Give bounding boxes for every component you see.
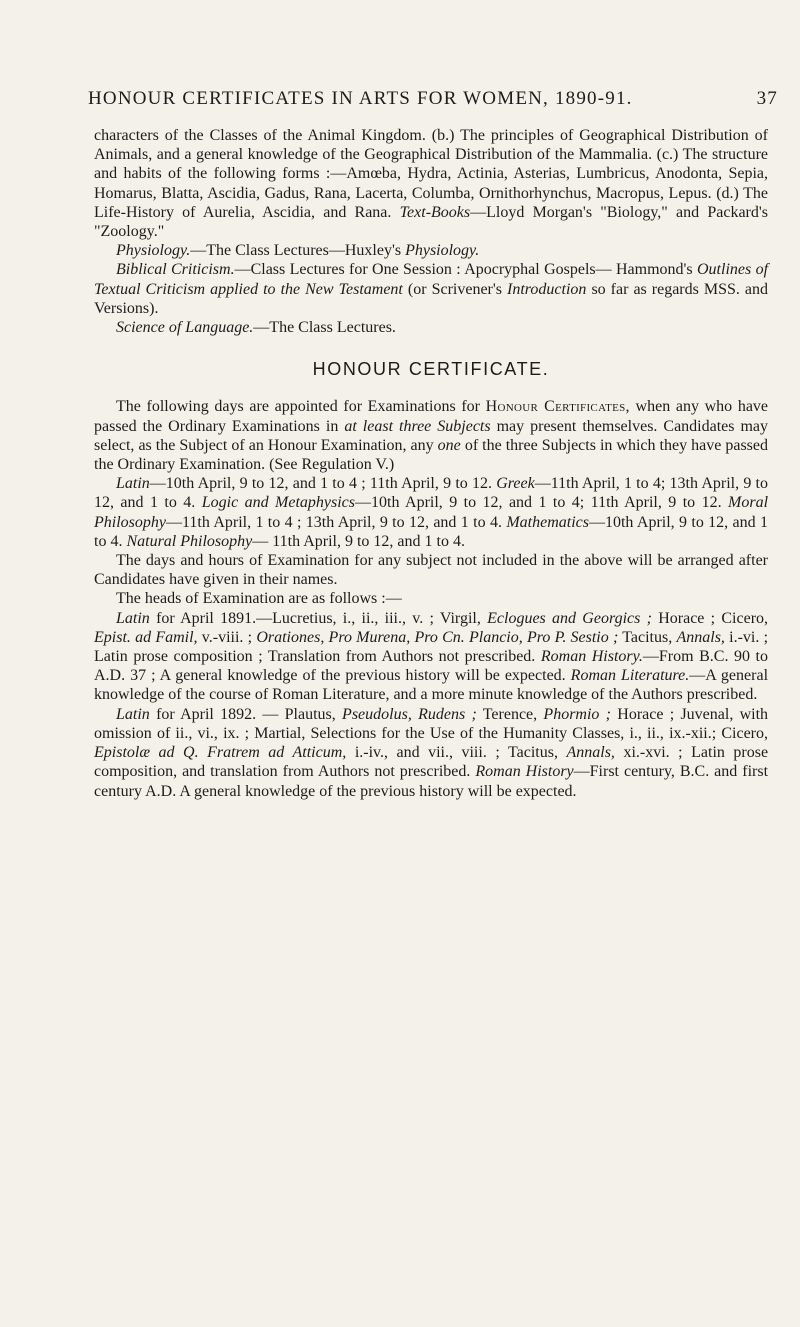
page-number: 37 [756,88,778,109]
latin-label: Latin [116,475,150,493]
roman-literature-text: —A general knowledge of the course of Roman Literature, and a more minute knowledge of the Authors prescribed. [94,667,769,704]
biblical-criticism-text-2: (or Scrivener's [407,280,502,298]
biblical-criticism-paragraph [94,260,768,318]
logic-days: —10th April, 9 to 12, and 1 to 4; 11th April, 9 to 12. [355,494,722,512]
latin-1891-book-4: Annals, [676,628,725,646]
biology-c-text: (c.) The structure and habits of the following forms :—Amœba, Hydra, Actinia, Asterias, Lumbricus, Anodonta, Sepia, Homarus, Blatta, Ascidia, Gadus, Rana, Lacerta, Columba, Ornithorhynchus, Macropus, Lepus. [94,146,769,202]
intro-text-c: may present themselves. Candidates may select, as the Subject of an Honour Examination, any [94,417,769,454]
at-least-three-subjects: at least three Subjects [344,417,491,435]
science-of-language-label: Science of Language. [116,319,254,337]
natural-philosophy-label: Natural Philosophy [126,532,253,550]
one-emphasis: one [437,436,461,454]
roman-history-1892-label: Roman History [475,763,574,781]
moral-philosophy-label: Moral Philosophy [94,494,769,531]
biblical-criticism-text: —Class Lectures for One Session : Apocryphal Gospels— Hammond's [234,261,693,279]
honour-certificates-term: Honour Certificates, [485,398,630,416]
science-of-language-text: —The Class Lectures. [253,319,396,337]
latin-1891-book-2: Epist. ad Famil, [94,628,198,646]
logic-label: Logic and Metaphysics [201,494,356,512]
latin-1892-text-5: xi.-xvi. ; Latin prose composition, and translation from Authors not prescribed. [94,744,769,781]
mathematics-days: —10th April, 9 to 12, and 1 to 4. [94,513,768,550]
latin-1891-book-1: Eclogues and Georgics ; [487,609,652,627]
latin-1892-text-2: Terence, [482,705,538,723]
intro-paragraph [94,397,768,474]
latin-1892-text-3: Horace ; Juvenal, with omission of ii., vi., ix. ; Martial, Selections for the Use of the Humanity Classes, i., ii., ix.-xii.; Cicero, [94,705,769,742]
roman-literature-label: Roman Literature. [570,667,690,685]
roman-history-1891-text: —From B.C. 90 to A.D. 37 ; A general knowledge of the previous history will be expected. [94,648,769,685]
biblical-criticism-book-2: Introduction [507,280,587,298]
physiology-text: —The Class Lectures—Huxley's [190,242,402,260]
latin-1892-text-1: for April 1892. — Plautus, [156,705,336,723]
mathematics-label: Mathematics [506,513,589,531]
latin-1891-text-2: Horace ; Cicero, [658,609,769,627]
greek-days: —11th April, 1 to 4; 13th April, 9 to 12, and 1 to 4. [94,475,768,512]
biblical-criticism-book: Outlines of Textual Criticism applied to the New Testament [94,261,769,298]
latin-1892-book-3: Epistolæ ad Q. Fratrem ad Atticum, [94,744,347,762]
heads-of-examination-paragraph: The heads of Examination are as follows :— [116,590,402,608]
physiology-label: Physiology. [116,242,191,260]
biblical-criticism-text-3: so far as regards MSS. and Versions). [94,280,769,317]
biology-syllabus-paragraph [94,126,768,241]
section-heading: HONOUR CERTIFICATE. [312,359,550,380]
latin-1892-label: Latin [116,705,150,723]
biology-a-b-text: characters of the Classes of the Animal Kingdom. (b.) The principles of Geographical Distribution of Animals, and a general knowledge of the Geographical Distribution of the Mammalia. [94,127,768,164]
biology-d-text: (d.) The Life-History of Aurelia, Ascidia, and Rana. [94,184,769,221]
roman-history-1892-text: —First century, B.C. and first century A.D. A general knowledge of the previous history will be expected. [94,763,769,800]
latin-1891-book-3: Orationes, Pro Murena, Pro Cn. Plancio, Pro P. Sestio ; [256,628,619,646]
latin-1892-book-2: Phormio ; [543,705,612,723]
physiology-paragraph [94,241,768,260]
biblical-criticism-label: Biblical Criticism. [116,261,235,279]
latin-1892-paragraph [94,705,768,801]
latin-1891-text-4: Tacitus, [622,628,673,646]
examination-days-paragraph [94,474,768,551]
latin-1891-text-1: for April 1891.—Lucretius, i., ii., iii., v. ; Virgil, [156,609,481,627]
latin-1892-book-4: Annals, [566,744,615,762]
latin-1891-label: Latin [116,609,150,627]
moral-philosophy-days: —11th April, 1 to 4 ; 13th April, 9 to 12, and 1 to 4. [166,513,502,531]
latin-1891-text-3: v.-viii. ; [201,628,253,646]
intro-text-a: The following days are appointed for Examinations for [116,398,480,416]
latin-1892-book-1: Pseudolus, Rudens ; [342,705,477,723]
intro-text-b: when any who have passed the Ordinary Examinations in [94,398,769,435]
science-of-language-paragraph [94,318,768,337]
running-head [88,88,778,110]
latin-1892-text-4: i.-iv., and vii., viii. ; Tacitus, [354,744,558,762]
greek-label: Greek [496,475,535,493]
physiology-book: Physiology. [405,242,480,260]
text-books-text: —Lloyd Morgan's "Biology," and Packard's "Zoology." [94,203,768,241]
natural-philosophy-days: — 11th April, 9 to 12, and 1 to 4. [252,532,465,550]
intro-text-d: of the three Subjects in which they have passed the Ordinary Examination. (See Regulation V.) [94,436,769,474]
latin-days: —10th April, 9 to 12, and 1 to 4 ; 11th April, 9 to 12. [149,475,492,493]
latin-1891-paragraph [94,609,768,705]
unlisted-subjects-paragraph: The days and hours of Examination for any subject not included in the above will be arranged after Candidates have given in their names. [94,552,768,589]
body-text [94,126,768,801]
running-head-title: HONOUR CERTIFICATES IN ARTS FOR WOMEN, 1890-91. [88,88,633,109]
text-books-label: Text-Books [399,203,471,221]
roman-history-1891-label: Roman History. [540,648,643,666]
latin-1891-text-5: i.-vi. ; Latin prose composition ; Translation from Authors not prescribed. [94,628,769,666]
